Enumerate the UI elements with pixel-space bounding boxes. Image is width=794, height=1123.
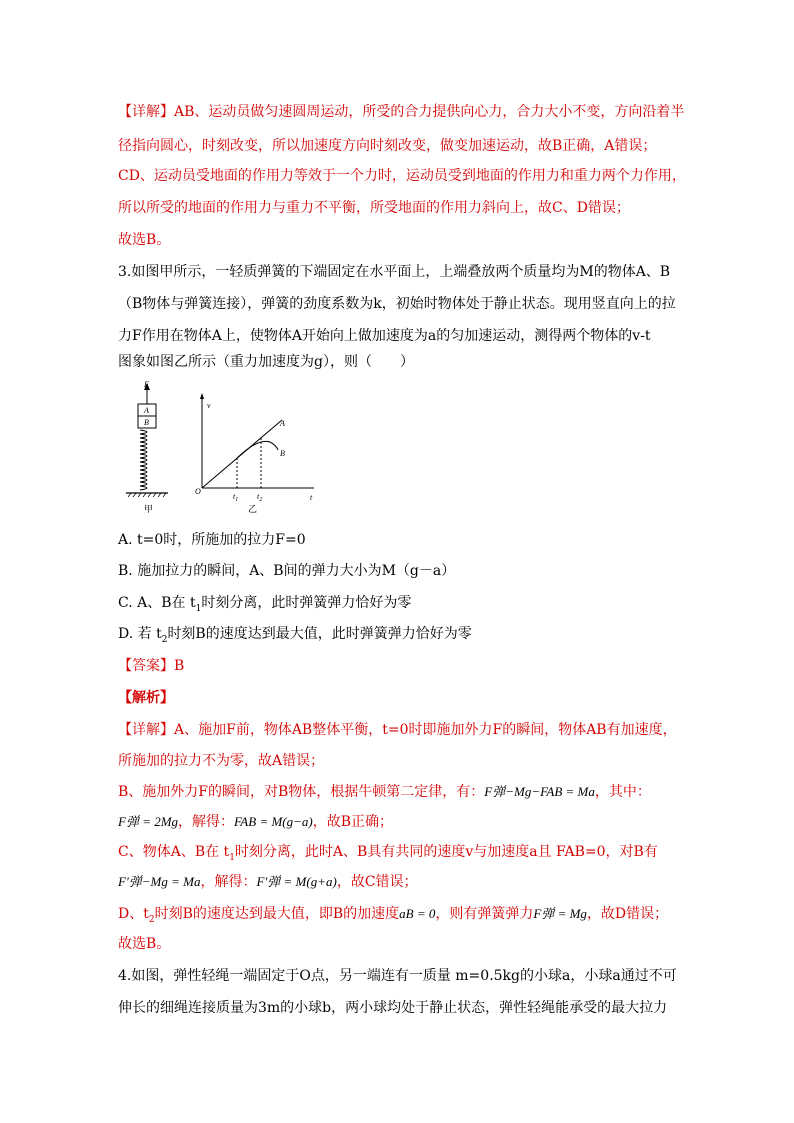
q3-option-b: B. 施加拉力的瞬间，A、B间的弹力大小为M（g－a）	[118, 563, 456, 579]
q2-explain-line4: 所以所受的地面的作用力与重力不平衡，所受地面的作用力斜向上，故C、D错误；	[118, 200, 630, 216]
q3-explain-line6: F′弹−Mg = Ma，解得：F′弹 = M(g+a)，故C错误；	[118, 874, 418, 890]
label-line-A: A	[280, 419, 285, 428]
label-jia: 甲	[144, 505, 154, 515]
q3-explain-line1: 【详解】A、施加F前，物体AB整体平衡，t=0时即施加外力F的瞬间，物体AB有加速度，	[118, 722, 677, 738]
label-line-B: B	[280, 449, 285, 458]
label-v: v	[207, 401, 211, 410]
q3-figure	[118, 380, 328, 520]
q3-explain-line2: 所施加的拉力不为零，故A错误；	[118, 753, 325, 769]
label-A: A	[144, 406, 149, 415]
q3-explain-line5: C、物体A、B在 $t_1$时刻分离，此时A、B具有共同的速度v与加速度a且 FAB=0，对B有	[118, 844, 658, 863]
q2-explain-line5: 故选B。	[118, 232, 171, 248]
q3-stem-line3: 力F作用在物体A上，使物体A开始向上做加速度为a的匀加速运动，测得两个物体的v-t	[118, 328, 651, 344]
curve-B	[237, 441, 278, 458]
figure-yi	[195, 393, 314, 515]
label-t2: $t_2$	[257, 492, 263, 503]
q3-option-a: A. t=0时，所施加的拉力F=0	[118, 532, 306, 548]
q4-stem-line2: 伸长的细绳连接质量为3m的小球b，两小球均处于静止状态，弹性轻绳能承受的最大拉力	[118, 1000, 668, 1016]
q3-explain-line8: 故选B。	[118, 936, 171, 952]
q3-stem-line1: 3.如图甲所示，一轻质弹簧的下端固定在水平面上，上端叠放两个质量均为M的物体A、B	[118, 264, 671, 280]
label-O: O	[195, 487, 201, 496]
label-B: B	[144, 418, 149, 427]
label-t: t	[310, 493, 313, 502]
q4-stem-line1: 4.如图，弹性轻绳一端固定于O点，另一端连有一质量 m=0.5kg的小球a，小球a通过不可	[118, 968, 677, 984]
q3-option-d: D. 若 $t_2$时刻B的速度达到最大值，此时弹簧弹力恰好为零	[118, 626, 472, 645]
label-F: F	[144, 380, 149, 389]
spring	[140, 430, 147, 490]
q3-answer: 【答案】B	[118, 658, 185, 674]
q3-option-c: C. A、B在 $t_1$时刻分离，此时弹簧弹力恰好为零	[118, 595, 412, 614]
q3-explain-line7: D、$t_2$时刻B的速度达到最大值，即B的加速度aB = 0，则有弹簧弹力F弹 = Mg，故D错误；	[118, 906, 669, 925]
figure-jia	[126, 380, 168, 515]
label-yi: 乙	[248, 505, 258, 515]
label-t1: $t_1$	[233, 492, 239, 503]
q3-explain-line4: F弹 = 2Mg，解得：FAB = M(g−a)，故B正确；	[118, 814, 394, 830]
q2-explain-line2: 径指向圆心，时刻改变，所以加速度方向时刻改变，做变加速运动，故B正确，A错误；	[118, 138, 657, 154]
q3-analysis-heading: 【解析】	[118, 690, 174, 706]
q3-stem-line4: 图象如图乙所示（重力加速度为g），则（ ）	[118, 354, 414, 370]
ground-hatch	[128, 493, 166, 497]
q2-explain-line1: 【详解】AB、运动员做匀速圆周运动，所受的合力提供向心力，合力大小不变，方向沿着半	[118, 104, 685, 120]
q3-explain-line3: B、施加外力F的瞬间，对B物体，根据牛顿第二定律，有：F弹−Mg−FAB = Ma，其中：	[118, 784, 651, 800]
q2-explain-line3: CD、运动员受地面的作用力等效于一个力时，运动员受到地面的作用力和重力两个力作用，	[118, 168, 686, 184]
q3-stem-line2: （B物体与弹簧连接），弹簧的劲度系数为k，初始时物体处于静止状态。现用竖直向上的拉	[118, 296, 676, 312]
v-axis-arrow	[200, 393, 204, 399]
